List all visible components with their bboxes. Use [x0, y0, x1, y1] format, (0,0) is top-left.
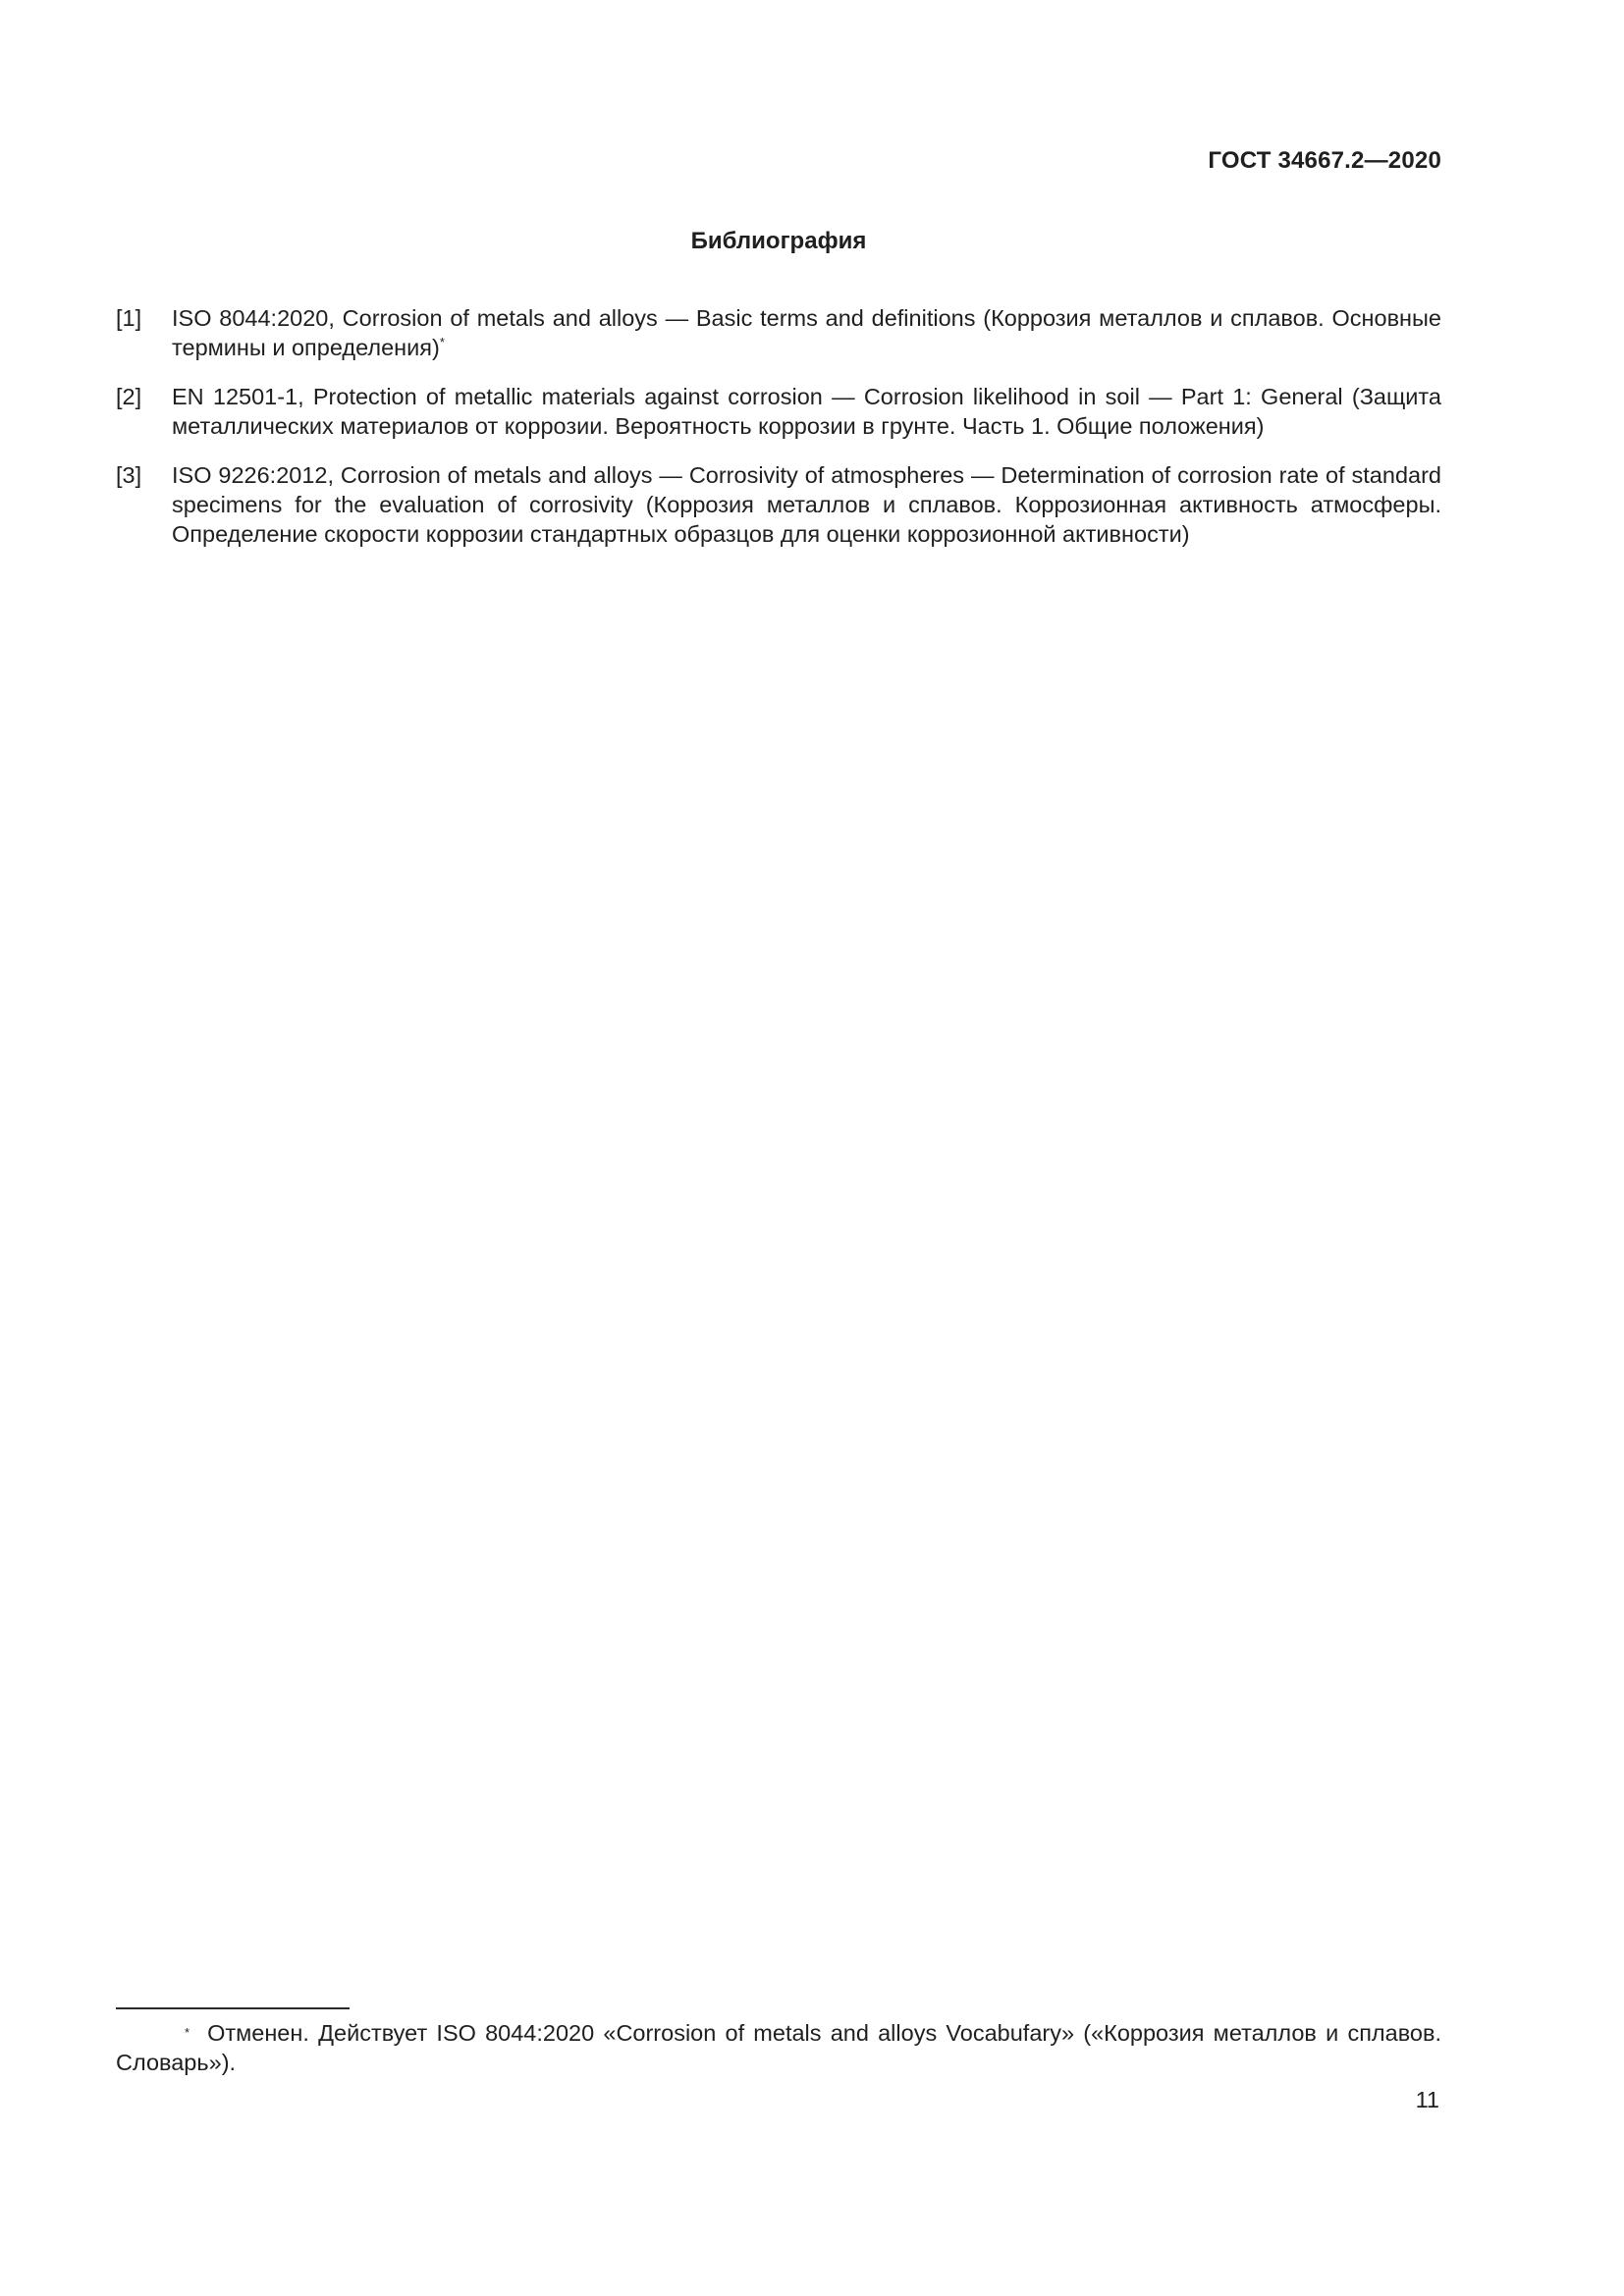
section-title: Библиография	[690, 228, 867, 254]
footnote-marker: *	[439, 335, 445, 350]
bibliography-item	[116, 303, 1441, 362]
reference-number: [1]	[116, 305, 142, 331]
footnote	[116, 2018, 1441, 2077]
reference-number: [2]	[116, 384, 142, 409]
bibliography-list	[116, 303, 1441, 568]
reference-text: ISO 8044:2020, Corrosion of metals and alloys — Basic terms and definitions (Коррозия металлов и сплавов. Основные термины и определения)*	[172, 305, 1441, 360]
footnote-divider	[116, 2007, 350, 2009]
standard-code-header: ГОСТ 34667.2—2020	[1208, 147, 1441, 174]
reference-text: ISO 9226:2012, Corrosion of metals and alloys — Corrosivity of atmospheres — Determination of corrosion rate of standard specimens for the evaluation of corrosivity (Коррозия металлов и сплавов. Коррозионная активность атмосферы. Определение скорости коррозии стандартных образцов для оценки коррозионной активности)	[172, 462, 1441, 547]
page-number: 11	[1415, 2087, 1439, 2112]
reference-number: [3]	[116, 462, 142, 488]
bibliography-item	[116, 382, 1441, 441]
bibliography-item	[116, 460, 1441, 549]
reference-text: EN 12501-1, Protection of metallic materials against corrosion — Corrosion likelihood in soil — Part 1: General (Защита металлических материалов от коррозии. Вероятность коррозии в грунте. Часть 1. Общие положения)	[172, 384, 1441, 439]
footnote-text: Отменен. Действует ISO 8044:2020 «Corrosion of metals and alloys Vocabufary» («Коррозия металлов и сплавов. Словарь»).	[116, 2020, 1441, 2075]
footnote-marker: *	[185, 2025, 190, 2040]
